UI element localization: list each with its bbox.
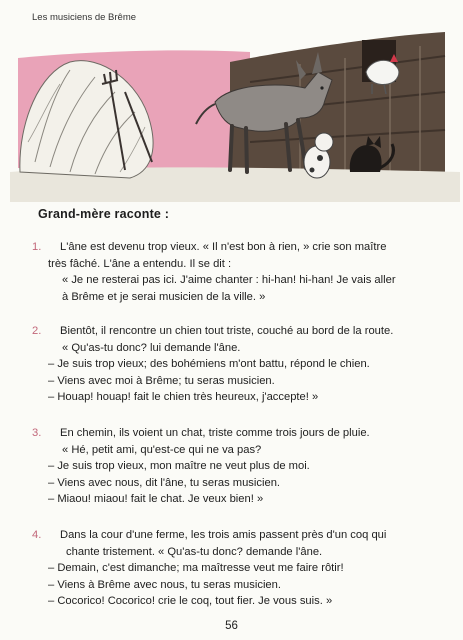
paragraph-number: 1. [32, 241, 42, 253]
story-illustration [0, 22, 463, 202]
text-line: En chemin, ils voient un chat, triste comme trois jours de pluie. [60, 427, 370, 439]
text-line: – Cocorico! Cocorico! crie le coq, tout fier. Je vous suis. » [48, 595, 333, 607]
text-line: – Viens avec nous, dit l'âne, tu seras musicien. [48, 476, 281, 489]
text-line: – Viens à Brême avec nous, tu seras musicien. [48, 578, 281, 591]
paragraph-3 [32, 425, 452, 508]
text-line: Dans la cour d'une ferme, les trois amis passent près d'un coq qui [60, 529, 387, 541]
text-line: très fâché. L'âne a entendu. Il se dit : [48, 257, 232, 270]
paragraph-number: 3. [32, 427, 42, 439]
text-line: « Je ne resterai pas ici. J'aime chanter : hi-han! hi-han! Je vais aller [62, 274, 396, 286]
section-subtitle: Grand-mère raconte : [38, 207, 170, 221]
text-line: – Je suis trop vieux, mon maître ne veut plus de moi. [48, 460, 310, 472]
paragraph-1 [32, 239, 452, 305]
paragraph-number: 4. [32, 529, 42, 541]
text-line: chante tristement. « Qu'as-tu donc? demande l'âne. [66, 545, 323, 558]
paragraph-2 [32, 323, 452, 406]
text-line: « Qu'as-tu donc? lui demande l'âne. [62, 341, 241, 354]
text-line: – Miaou! miaou! fait le chat. Je veux bien! » [48, 493, 264, 505]
paragraph-number: 2. [32, 325, 42, 337]
running-title: Les musiciens de Brême [32, 12, 137, 23]
text-line: – Je suis trop vieux; des bohémiens m'ont battu, répond le chien. [48, 358, 370, 370]
text-line: – Houap! houap! fait le chien très heureux, j'accepte! » [48, 391, 319, 403]
text-line: Bientôt, il rencontre un chien tout triste, couché au bord de la route. [60, 325, 394, 337]
page-number: 56 [225, 620, 238, 632]
paragraph-4 [32, 527, 452, 610]
text-line: « Hé, petit ami, qu'est-ce qui ne va pas? [62, 443, 262, 456]
text-line: L'âne est devenu trop vieux. « Il n'est bon à rien, » crie son maître [60, 241, 387, 253]
text-line: – Demain, c'est dimanche; ma maîtresse veut me faire rôtir! [48, 562, 344, 574]
text-line: – Viens avec moi à Brême; tu seras musicien. [48, 374, 275, 387]
text-line: à Brême et je serai musicien de la ville. » [62, 290, 266, 303]
